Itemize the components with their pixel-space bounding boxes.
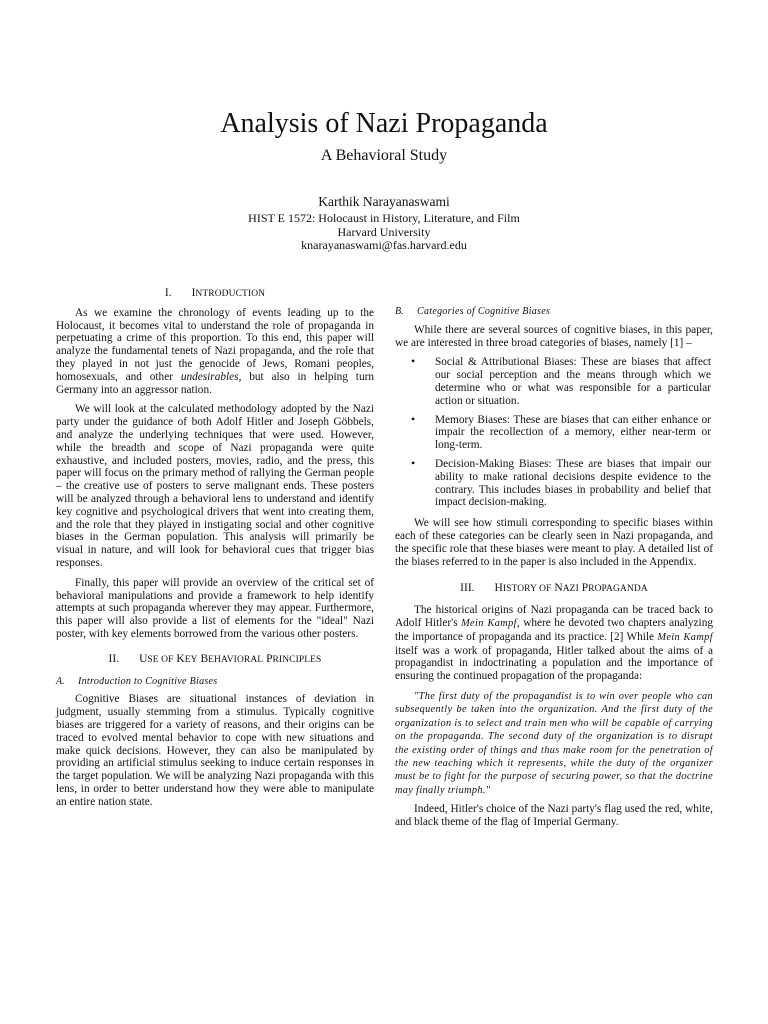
history-paragraph-2: Indeed, Hitler's choice of the Nazi party's flag used the red, white, and black theme of the flag of Imperial Germany. (395, 803, 713, 828)
cognitive-biases-paragraph: Cognitive Biases are situational instances of deviation in judgment, usually stemming from a stimulus. Typically cognitive biases are triggered for a variety of reasons, and their origins can be traced to evolved mental behavior to cope with new situations and make quick decisions. However, they can also be manipulated by providing an artificial stimulus seeking to induce certain responses in the target population. We will be analyzing Nazi propaganda with this lens, in order to better understand how they were able to manipulate an entire nation state. (56, 693, 374, 808)
list-item: • Social & Attributional Biases: These are biases that affect our social perception and the means through which we determine who or what was responsible for a particular action or situation. (411, 354, 711, 407)
section-number: I. (164, 287, 172, 299)
section-heading-introduction: I. INTRODUCTION (164, 287, 266, 299)
list-item: • Memory Biases: These are biases that can either enhance or impair the recollection of a memory, either near-term or long-term. (411, 411, 711, 452)
bias-list (395, 356, 713, 509)
subsection-heading-b: B. Categories of Cognitive Biases (395, 306, 551, 317)
paper-subtitle: A Behavioral Study (320, 147, 448, 164)
author-name: Karthik Narayanaswami (318, 194, 450, 209)
history-paragraph-1: The historical origins of Nazi propaganda can be traced back to Adolf Hitler's Mein Kampf, where he devoted two chapters analyzing the importance of propaganda and its practice. [2] While Mein Kampf itself was a work of propaganda, Hitler talked about the aims of a propagandist in indoctrinating a population and the importance of ensuring the continued propagation of the propaganda: (395, 604, 713, 683)
book-title-mein-kampf: Mein Kampf (461, 617, 517, 629)
emphasis-undesirables: undesirables (180, 370, 239, 383)
author-university: Harvard University (337, 224, 431, 239)
author-email: knarayanaswami@fas.harvard.edu (301, 238, 467, 252)
bullet-icon: • (411, 455, 416, 470)
right-column (395, 306, 713, 836)
stimuli-paragraph: We will see how stimuli corresponding to specific biases within each of these categories can be clearly seen in Nazi propaganda, and the specific role that these biases were meant to play. A detailed list of the biases referred to in the paper is also included in the Appendix. (395, 517, 713, 568)
section-heading-history: III. HISTORY OF NAZI PROPAGANDA (460, 582, 648, 595)
book-title-mein-kampf: Mein Kampf (657, 631, 713, 643)
section-heading-principles: II. USE OF KEY BEHAVIORAL PRINCIPLES (108, 652, 322, 665)
subsection-heading-a: A. Introduction to Cognitive Biases (56, 675, 218, 687)
bullet-icon: • (411, 411, 416, 426)
list-item: • Decision-Making Biases: These are biases that impair our ability to make rational decisions despite evidence to the contrary. This includes biases in probability and belief that impact decision-making. (411, 455, 711, 509)
paper-title: Analysis of Nazi Propaganda (220, 108, 548, 139)
section-number: II. (108, 652, 120, 665)
intro-paragraph-2: We will look at the calculated methodology adopted by the Nazi party under the guidance of both Adolf Hitler and Joseph Göbbels, and analyze the underlying techniques that were used. However, while the breadth and scope of Nazi propaganda were quite exhaustive, and included posters, movies, radio, and the press, this paper will focus on the primary method of rallying the German people – the creative use of posters to serve malignant ends. These posters will be analyzed through a behavioral lens to understand and identify key cognitive and psychological drivers that went into creating them, and the role that they played in instigating social and other cognitive biases in the German population. This analysis will primarily be visual in nature, and will look for behavioral cues that trigger bias responses. (56, 403, 374, 569)
bullet-icon: • (411, 354, 416, 369)
section-number: III. (460, 582, 475, 595)
author-course: HIST E 1572: Holocaust in History, Literature, and Film (248, 211, 520, 225)
categories-paragraph: While there are several sources of cognitive biases, in this paper, we are interested in three broad categories of biases, namely [1] – (395, 323, 713, 349)
intro-paragraph-1: As we examine the chronology of events leading up to the Holocaust, it becomes vital to understand the role of propaganda in perpetuating a crime of this proportion. To this end, this paper will analyze the fundamental tenets of Nazi propaganda, and the role that they played in not just the genocide of Jews, Romani peoples, homosexuals, and other undesirables, but also in helping turn Germany into an aggressor nation. (56, 306, 375, 396)
author-block (0, 193, 768, 253)
hitler-quote: "The first duty of the propagandist is to win over people who can subsequently be taken into the organization. And the first duty of the organization is to select and train men who will be capable of carrying on the propaganda. The second duty of the organization is to disrupt the existing order of things and thus make room for the penetration of the new teaching which it represents, while the duty of the organizer must be to fight for the purpose of securing power, so that the doctrine may finally triumph." (395, 690, 713, 796)
intro-paragraph-3: Finally, this paper will provide an overview of the critical set of behavioral manipulations and provide a framework to help identify attempts at such propaganda wherever they may appear. Furthermore, this paper will also provide a list of elements for the "ideal" Nazi poster, with key elements borrowed from the various other posters. (56, 576, 374, 640)
left-column (56, 287, 374, 815)
